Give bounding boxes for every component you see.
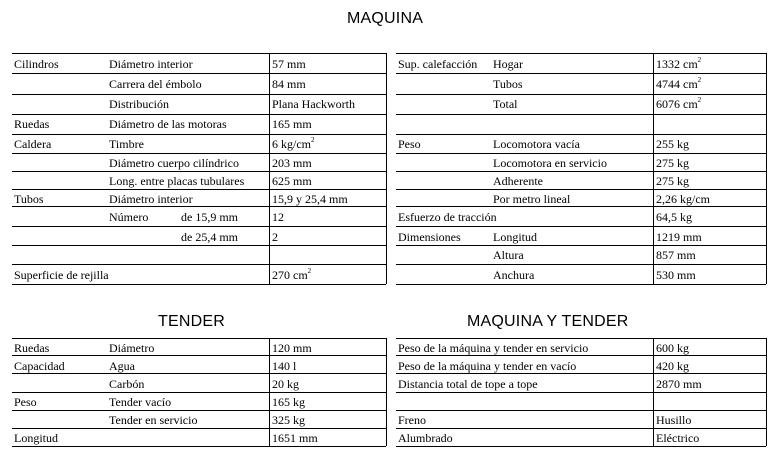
metro-lineal-value: 2,26 kg/cm xyxy=(656,192,710,206)
traccion-label: Esfuerzo de tracción xyxy=(398,210,497,224)
tender-carbon-value: 20 kg xyxy=(272,377,299,391)
mt-peso-servicio-label: Peso de la máquina y tender en servicio xyxy=(398,341,589,355)
mt-peso-vacio-value: 420 kg xyxy=(656,359,689,373)
distribucion-value: Plana Hackworth xyxy=(272,97,355,111)
tubos-diametro-label: Diámetro interior xyxy=(109,192,193,206)
anchura-label: Anchura xyxy=(493,268,535,282)
locomotora-vacia-value: 255 kg xyxy=(656,137,689,151)
locomotora-vacia-label: Locomotora vacía xyxy=(493,137,580,151)
rejilla-value: 270 $cm^2$ xyxy=(272,267,312,282)
anchura-value: 530 mm xyxy=(656,268,696,282)
tender-agua-label: Agua xyxy=(109,359,135,373)
de254-label: de 25,4 mm xyxy=(181,230,238,244)
mt-distancia-value: 2870 mm xyxy=(656,377,702,391)
de254-value: 2 xyxy=(272,230,278,244)
calefaccion-total-value: 6076 $cm^2$ xyxy=(656,96,702,111)
timbre-label: Timbre xyxy=(109,137,144,151)
tender-agua-value: 140 l xyxy=(272,359,297,373)
placas-label: Long. entre placas tubulares xyxy=(109,174,245,188)
mt-peso-vacio-label: Peso de la máquina y tender en vacío xyxy=(398,359,577,373)
tender-servicio-value: 325 kg xyxy=(272,413,305,427)
ruedas-label: Ruedas xyxy=(14,117,50,131)
mt-freno-value: Husillo xyxy=(656,413,692,427)
distribucion-label: Distribución xyxy=(109,97,169,111)
rejilla-label: Superficie de rejilla xyxy=(14,268,109,282)
hogar-value: 1332 $cm^2$ xyxy=(656,56,702,71)
ruedas-diametro-label: Diámetro de las motoras xyxy=(109,117,227,131)
mt-peso-servicio-value: 600 kg xyxy=(656,341,689,355)
traccion-value: 64,5 kg xyxy=(656,210,692,224)
adherente-label: Adherente xyxy=(493,174,543,188)
longitud-value: 1219 mm xyxy=(656,230,702,244)
de159-label: de 15,9 mm xyxy=(181,210,238,224)
carrera-value: 84 mm xyxy=(272,77,306,91)
tender-ruedas-sub: Diámetro xyxy=(109,341,155,355)
tender-ruedas-label: Ruedas xyxy=(14,341,50,355)
de159-value: 12 xyxy=(272,210,284,224)
cuerpo-value: 203 mm xyxy=(272,156,312,170)
tender-longitud-value: 1651 mm xyxy=(272,431,318,445)
locomotora-servicio-value: 275 kg xyxy=(656,156,689,170)
calefaccion-tubos-value: 4744 $cm^2$ xyxy=(656,76,702,91)
longitud-label: Longitud xyxy=(493,230,537,244)
mt-alumbrado-label: Alumbrado xyxy=(398,431,453,445)
tubos-diametro-value: 15,9 y 25,4 mm xyxy=(272,192,348,206)
tender-ruedas-value: 120 mm xyxy=(272,341,312,355)
maquina-tender-title: MAQUINA Y TENDER xyxy=(467,313,629,330)
cilindros-diametro-value: 57 mm xyxy=(272,57,306,71)
locomotora-servicio-label: Locomotora en servicio xyxy=(493,156,607,170)
timbre-value: 6 $kg/cm^2$ xyxy=(272,136,315,151)
peso-label: Peso xyxy=(398,137,421,151)
mt-distancia-label: Distancia total de tope a tope xyxy=(398,377,538,391)
calefaccion-label: Sup. calefacción xyxy=(398,57,478,71)
tender-title: TENDER xyxy=(158,313,225,330)
mt-freno-label: Freno xyxy=(398,413,426,427)
tubos-label: Tubos xyxy=(14,192,44,206)
placas-value: 625 mm xyxy=(272,174,312,188)
altura-label: Altura xyxy=(493,248,524,262)
ruedas-diametro-value: 165 mm xyxy=(272,117,312,131)
tender-peso-label: Peso xyxy=(14,395,37,409)
caldera-label: Caldera xyxy=(14,137,52,151)
calefaccion-tubos-label: Tubos xyxy=(493,77,523,91)
metro-lineal-label: Por metro lineal xyxy=(493,192,571,206)
tender-longitud-label: Longitud xyxy=(14,431,58,445)
carrera-label: Carrera del émbolo xyxy=(109,77,202,91)
calefaccion-total-label: Total xyxy=(493,97,518,111)
tender-carbon-label: Carbón xyxy=(109,377,145,391)
cilindros-label: Cilindros xyxy=(14,57,59,71)
tender-capacidad-label: Capacidad xyxy=(14,359,65,373)
tender-servicio-label: Tender en servicio xyxy=(109,413,198,427)
hogar-label: Hogar xyxy=(493,57,523,71)
dimensiones-label: Dimensiones xyxy=(398,230,461,244)
tender-vacio-value: 165 kg xyxy=(272,395,305,409)
altura-value: 857 mm xyxy=(656,248,696,262)
cilindros-diametro-label: Diámetro interior xyxy=(109,57,193,71)
maquina-title: MAQUINA xyxy=(347,10,424,27)
tender-vacio-label: Tender vacío xyxy=(109,395,172,409)
cuerpo-label: Diámetro cuerpo cilíndrico xyxy=(109,156,239,170)
numero-label: Número xyxy=(109,210,149,224)
mt-alumbrado-value: Eléctrico xyxy=(656,431,700,445)
adherente-value: 275 kg xyxy=(656,174,689,188)
